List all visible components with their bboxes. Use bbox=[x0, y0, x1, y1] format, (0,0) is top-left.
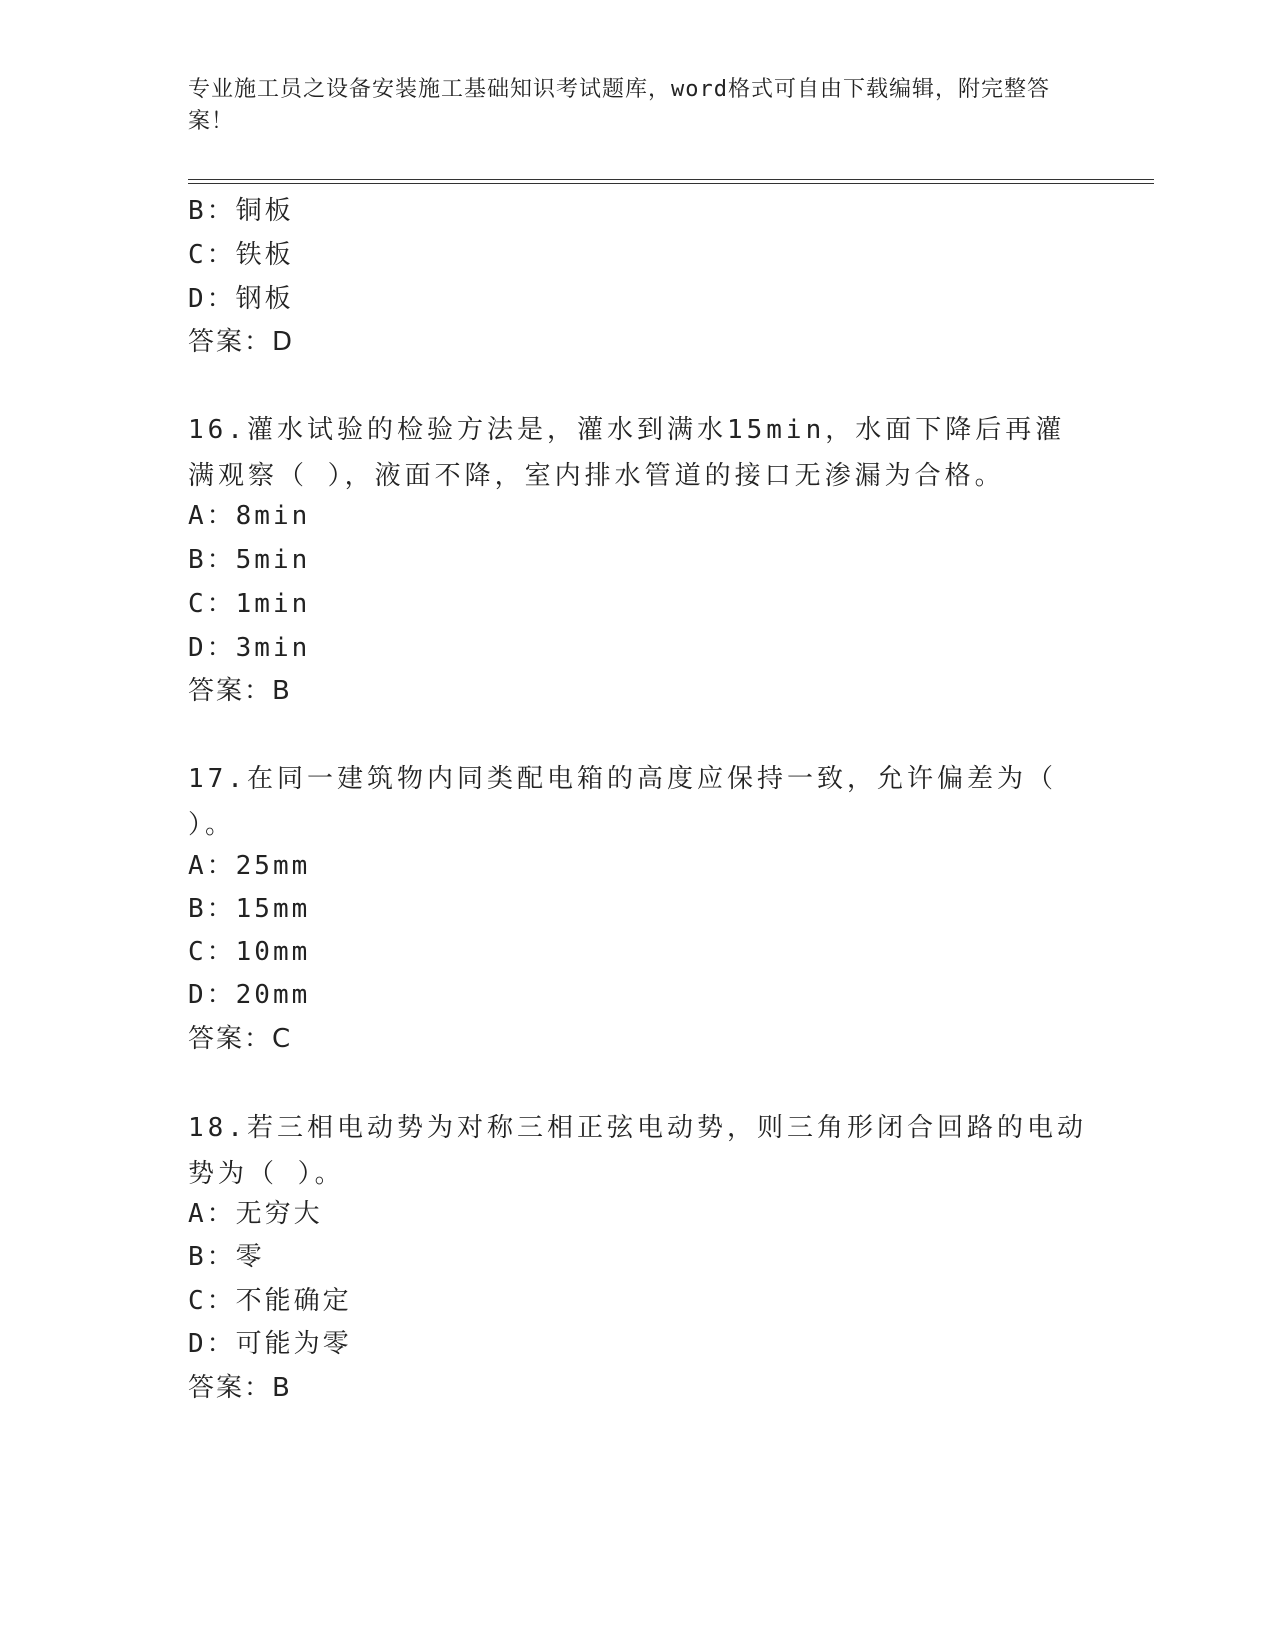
answer-line: 答案：B bbox=[188, 1373, 292, 1403]
option-c: C：不能确定 bbox=[188, 1286, 352, 1316]
option-a: A：8min bbox=[188, 501, 311, 531]
question-stem: 16.灌水试验的检验方法是，灌水到满水15min，水面下降后再灌满观察（ ），液面不降，室内排水管道的接口无渗漏为合格。 bbox=[188, 415, 1066, 491]
option-a: A：25mm bbox=[188, 851, 311, 881]
option-c: C：铁板 bbox=[188, 240, 294, 270]
option-d: D：3min bbox=[188, 633, 311, 663]
option-d: D：钢板 bbox=[188, 284, 294, 314]
answer-line: 答案：B bbox=[188, 676, 292, 706]
option-b: B：15mm bbox=[188, 894, 311, 924]
document-header-title: 专业施工员之设备安装施工基础知识考试题库，word格式可自由下载编辑，附完整答案！ bbox=[188, 77, 1050, 134]
option-d: D：可能为零 bbox=[188, 1329, 352, 1359]
header-divider bbox=[188, 183, 1154, 184]
option-c: C：1min bbox=[188, 589, 311, 619]
option-b: B：铜板 bbox=[188, 196, 294, 226]
option-b: B：零 bbox=[188, 1242, 265, 1272]
answer-line: 答案：D bbox=[188, 327, 295, 357]
option-c: C：10mm bbox=[188, 937, 311, 967]
question-stem: 18.若三相电动势为对称三相正弦电动势，则三角形闭合回路的电动势为（ ）。 bbox=[188, 1113, 1087, 1189]
question-stem: 17.在同一建筑物内同类配电箱的高度应保持一致，允许偏差为（ ）。 bbox=[188, 764, 1057, 840]
answer-line: 答案：C bbox=[188, 1024, 293, 1054]
option-d: D：20mm bbox=[188, 980, 311, 1010]
option-b: B：5min bbox=[188, 545, 311, 575]
option-a: A：无穷大 bbox=[188, 1199, 323, 1229]
header-divider bbox=[188, 179, 1154, 180]
